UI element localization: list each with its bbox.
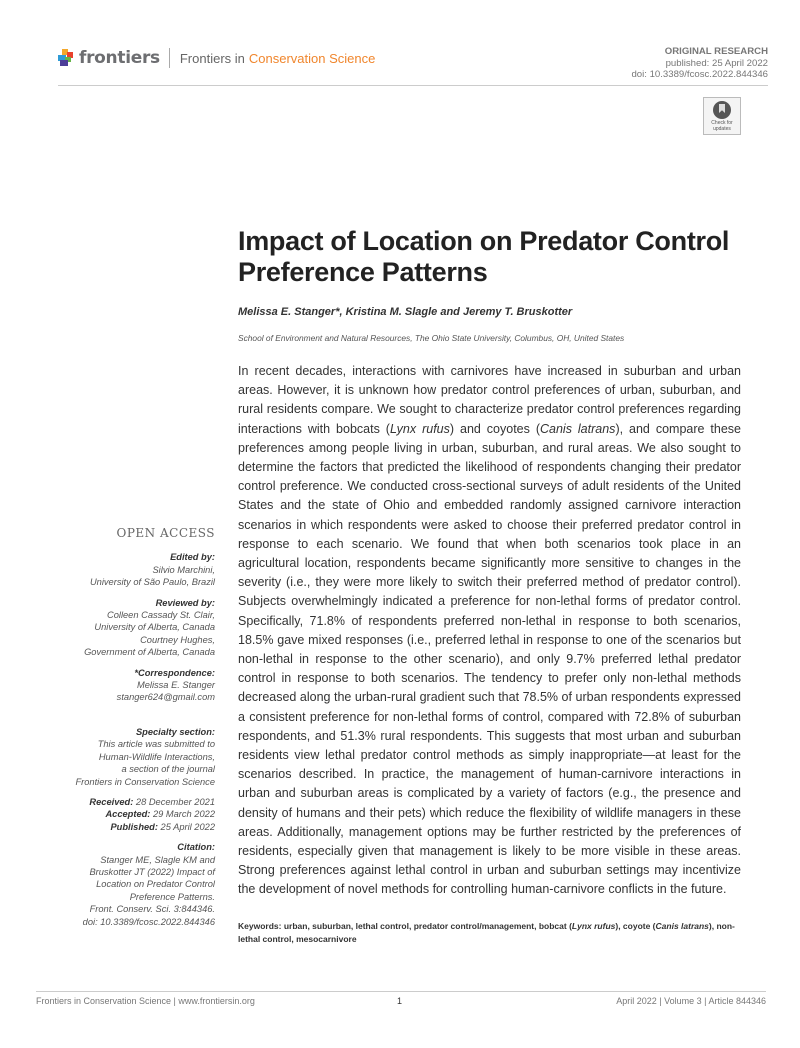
footer-rule [36,991,766,992]
keywords [238,920,741,946]
dates-section [60,796,215,833]
species-name: Canis latrans [655,921,709,931]
frontiers-logo-text: frontiers [79,48,160,68]
correspondence-section [60,667,215,704]
keywords-label: Keywords: [238,921,284,931]
reviewer-name: Courtney Hughes, [140,634,215,645]
edited-by-label: Edited by: [170,552,215,563]
published-value: 25 April 2022 [157,821,215,832]
published-date: published: 25 April 2022 [665,57,768,69]
correspondence-label: *Correspondence: [134,667,215,678]
header-divider [169,48,170,68]
bookmark-icon [713,101,731,119]
reviewer-affiliation: University of Alberta, Canada [94,622,215,633]
abstract-text: In recent decades, interactions with carnivores have increased in suburban and urban areas. However, it is unknown how predator control preferences of urban, suburban, and rural residents compare. We sought to characterize predator control preferences regarding interactions with bobcats ( [238,364,741,436]
correspondence-email-link[interactable]: stanger624@gmail.com [116,692,215,703]
received-date [60,796,215,808]
check-updates-label: Check for updates [711,120,733,132]
citation-text: Stanger ME, Slagle KM and [100,854,215,865]
check-for-updates-button[interactable] [703,97,741,135]
published-date-sidebar [60,821,215,833]
open-access-label: OPEN ACCESS [116,526,215,540]
page-number: 1 [397,996,403,1006]
keywords-text: ), coyote ( [615,921,656,931]
citation-label: Citation: [177,842,215,853]
published-label: Published: [110,821,158,832]
author-list: Melissa E. Stanger*, Kristina M. Slagle and Jeremy T. Bruskotter [238,306,573,318]
citation-text: Preference Patterns. [129,891,215,902]
journal-header [58,48,375,68]
specialty-text: Frontiers in Conservation Science [75,776,215,787]
accepted-date [60,808,215,820]
abstract-text: ) and coyotes ( [449,421,540,436]
citation-text: Front. Conserv. Sci. 3:844346. [89,904,215,915]
species-name: Lynx rufus [571,921,616,931]
correspondence-name: Melissa E. Stanger [136,680,215,691]
footer-journal-link[interactable]: Frontiers in Conservation Science | www.frontiersin.org [36,996,255,1006]
header-rule [58,85,768,86]
keywords-text: ), non-lethal control, mesocarnivore [238,921,735,944]
species-name: Canis latrans [540,421,616,436]
citation-section [60,841,215,928]
edited-by-section [60,551,215,588]
reviewer-name: Colleen Cassady St. Clair, [107,610,215,621]
specialty-label: Specialty section: [135,726,215,737]
specialty-text: This article was submitted to [97,739,215,750]
received-label: Received: [89,796,134,807]
accepted-value: 29 March 2022 [150,809,215,820]
abstract-text: ), and compare these preferences among people living in urban, suburban, and rural areas. We also sought to determine the factors that predicted the likelihood of respondents changing their predator control preference. We conducted cross-sectional surveys of adult residents of the United States and the state of Ohio and embedded randomly assigned carnivore interaction scenarios in which respondents were asked to choose their preferred predator control in response to each scenario. We found that when both scenarios took place in an agricultural location, respondents became significantly more sensitive to changes in the severity (i.e., they were more likely to switch their preferred method of predator control). Subjects overwhelmingly indicated a preference for non-lethal forms of predator control. Specifically, 71.8% of respondents preferred non-lethal in response to both scenarios, 18.5% gave mixed responses (i.e., preferred lethal in response to one of the scenarios but non-lethal in response to the other scenario), and only 9.7% preferred lethal predator control in response to both scenarios. The tendency to prefer only non-lethal methods decreased along the urban-rural gradient such that 78.5% of urban respondents expressed a consistent preference for non-lethal forms of control, compared with 72.8% of suburban respondents, and 51.3% rural respondents. This suggests that most urban and suburban residents view lethal predator control methods as simply inappropriate—at least for the scenarios described. In practice, the management of human-carnivore interactions in urban and suburban areas is complicated by a variety of factors (e.g., the presence and density of humans and their pets) which reduce the flexibility of wildlife managers in these areas. Additionally, management options may be further restricted by the preferences of residents, especially given that management is likely to be more visible in these areas. Strong preferences against lethal control in urban and suburban settings may incentivize the development of novel methods for controlling human-carnivore conflicts in the future. [238,421,741,897]
journal-prefix: Frontiers in [179,50,245,66]
article-sidebar [60,527,215,936]
reviewer-affiliation: Government of Alberta, Canada [84,647,215,658]
citation-text: Location on Predator Control [96,879,215,890]
received-value: 28 December 2021 [133,796,215,807]
keywords-text: urban, suburban, lethal control, predator control/management, bobcat ( [283,921,572,931]
article-type: ORIGINAL RESEARCH [664,46,768,57]
citation-doi[interactable]: doi: 10.3389/fcosc.2022.844346 [82,916,215,927]
specialty-text: a section of the journal [121,764,215,775]
article-title: Impact of Location on Predator Control Preference Patterns [238,226,730,287]
specialty-section [60,726,215,788]
article-meta [631,46,768,81]
accepted-label: Accepted: [105,809,151,820]
reviewed-by-label: Reviewed by: [155,597,215,608]
editor-affiliation: University of São Paulo, Brazil [89,577,215,588]
footer-issue-info: April 2022 | Volume 3 | Article 844346 [616,996,766,1006]
reviewed-by-section [60,597,215,659]
specialty-text: Human-Wildlife Interactions, [98,751,215,762]
abstract [238,362,741,900]
article-doi[interactable]: doi: 10.3389/fcosc.2022.844346 [631,69,768,80]
frontiers-logo-icon [58,49,74,67]
journal-name: Conservation Science [248,50,376,66]
editor-name: Silvio Marchini, [152,564,215,575]
author-affiliation: School of Environment and Natural Resources, The Ohio State University, Columbus, OH, United States [238,333,625,343]
species-name: Lynx rufus [389,421,450,436]
citation-text: Bruskotter JT (2022) Impact of [89,866,215,877]
